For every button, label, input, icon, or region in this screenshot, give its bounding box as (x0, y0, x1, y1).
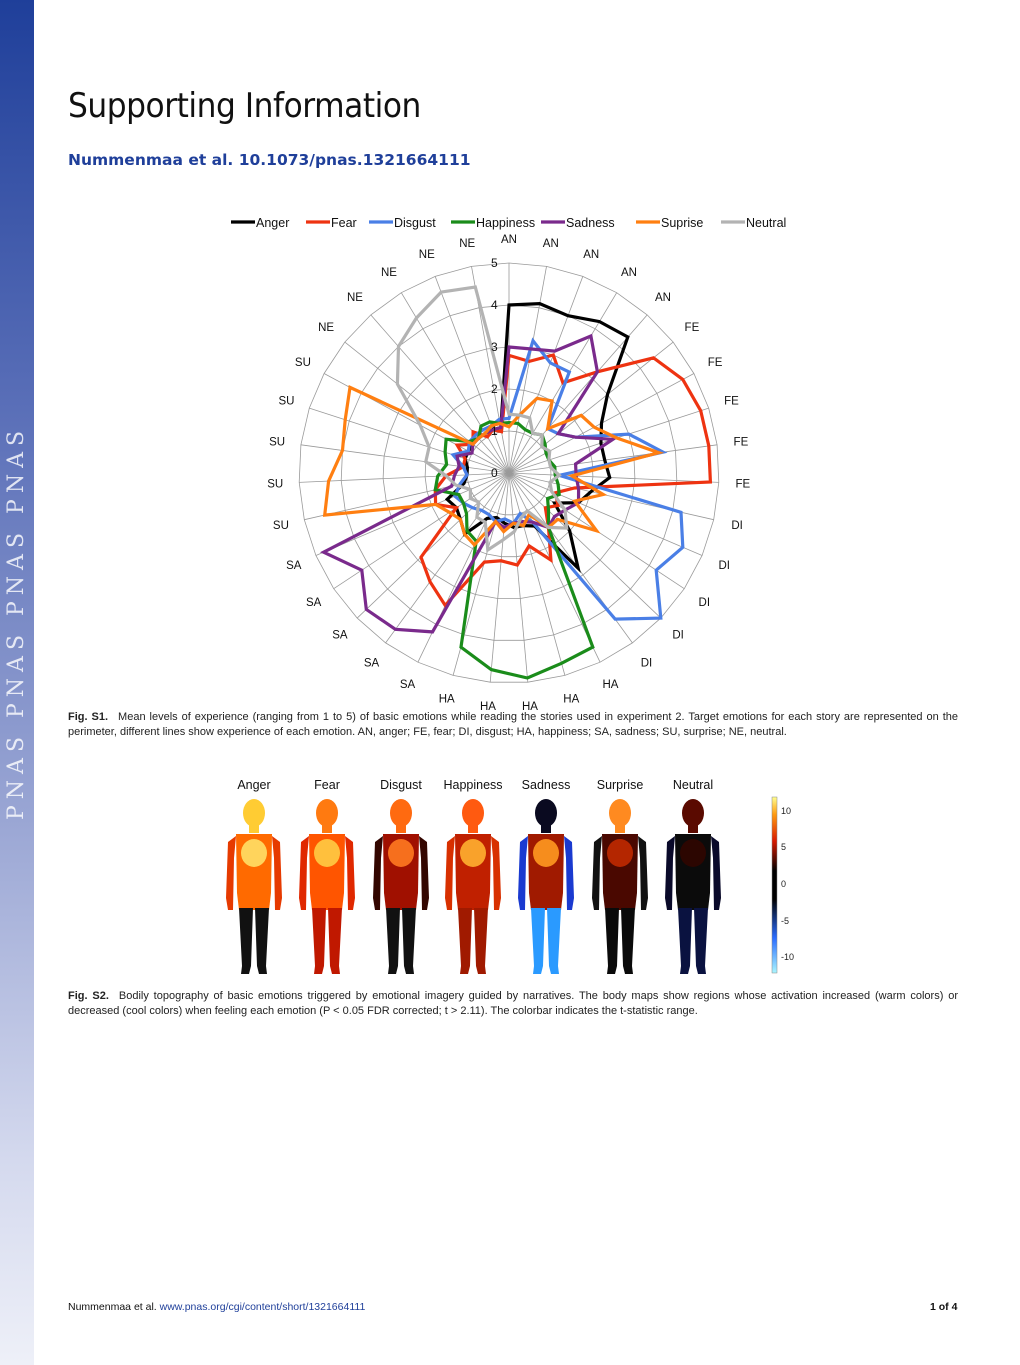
radar-spoke (334, 473, 509, 589)
category-label: SA (363, 657, 380, 670)
legend-label: Anger (256, 216, 290, 230)
figure-s1-text: Mean levels of experience (ranging from 1 to 5) of basic emotions while reading the stories used in experiment 2. Target emotions for each story are represented on the perimeter, different lines show experience of each emotion. AN, anger; FE, fear; DI, disgust; HA, happiness; SA, sadness; SU, surprise; NE, neutral. (68, 711, 958, 738)
body-right-leg (621, 908, 635, 974)
category-label: FE (735, 478, 751, 491)
radar-spoke (509, 473, 719, 482)
body-chest (241, 839, 267, 867)
figure-s2-text: Bodily topography of basic emotions triggered by emotional imagery guided by narratives. The body maps show regions whose activation increased (warm colors) or decreased (cool colors) when feeling each emotion (P < 0.05 FDR corrected; t > 2.11). The colorbar indicates the t-statistic range. (68, 990, 958, 1017)
category-label: NE (459, 237, 476, 250)
category-label: DI (640, 657, 653, 670)
legend-item-sadness (541, 216, 615, 230)
legend-item-disgust (369, 216, 436, 230)
body-right-leg (328, 908, 342, 974)
body-map-happiness (445, 799, 501, 974)
body-head (243, 799, 265, 827)
category-label: SA (399, 678, 416, 691)
body-right-arm (711, 836, 721, 910)
body-right-arm (638, 836, 648, 910)
radar-spoke (490, 473, 509, 682)
category-label: AN (621, 267, 637, 280)
radial-tick-label: 1 (491, 424, 498, 438)
bodymap-label-disgust: Disgust (380, 778, 422, 792)
category-label: HA (563, 693, 580, 706)
page-title: Supporting Information (68, 86, 421, 126)
legend-item-neutral (721, 216, 786, 230)
body-maps (0, 790, 1020, 990)
bodymap-label-surprise: Surprise (596, 778, 644, 792)
category-label: SA (286, 560, 302, 572)
radar-spoke (309, 408, 509, 473)
body-map-sadness (518, 799, 574, 974)
figure-s1-caption (68, 710, 958, 740)
body-right-leg (694, 908, 708, 974)
footer-authors: Nummenmaa et al. (68, 1301, 157, 1313)
figure-s1-label: Fig. S1. (68, 711, 109, 723)
body-head (609, 799, 631, 827)
colorbar-tick-label: 10 (781, 805, 792, 816)
legend-label: Disgust (394, 216, 436, 230)
body-map-anger (226, 799, 282, 974)
legend-item-anger (231, 216, 289, 230)
body-right-leg (474, 908, 488, 974)
body-head (316, 799, 338, 827)
body-left-leg (239, 908, 253, 974)
legend-item-happiness (451, 216, 535, 230)
colorbar-tick-label: 5 (781, 842, 787, 853)
colorbar-tick-label: -5 (781, 915, 790, 926)
body-right-arm (272, 836, 282, 910)
radar-legend (231, 216, 786, 230)
radial-tick-label: 0 (491, 466, 498, 480)
radar-spoke (509, 473, 528, 682)
category-label: AN (655, 291, 671, 304)
figure-s2-caption (68, 989, 958, 1019)
category-label: HA (522, 701, 538, 714)
category-label: DI (698, 596, 711, 609)
body-right-arm (564, 836, 574, 910)
body-left-arm (373, 836, 383, 910)
body-left-arm (592, 836, 602, 910)
legend-label: Neutral (746, 216, 787, 230)
body-right-leg (402, 908, 416, 974)
body-map-neutral (665, 799, 721, 974)
category-label: DI (718, 560, 730, 572)
body-map-fear (299, 799, 355, 974)
bodymap-label-sadness: Sadness (521, 778, 571, 792)
category-label: SA (306, 596, 322, 609)
body-chest (533, 839, 559, 867)
category-label: AN (583, 248, 600, 261)
category-label: SU (269, 436, 286, 449)
body-head (462, 799, 484, 827)
body-chest (680, 839, 706, 867)
footer-link[interactable]: www.pnas.org/cgi/content/short/1321664111 (159, 1301, 366, 1313)
body-chest (314, 839, 340, 867)
body-chest (388, 839, 414, 867)
legend-label: Sadness (566, 216, 615, 230)
page-subtitle: Nummenmaa et al. 10.1073/pnas.1321664111 (68, 151, 471, 169)
body-right-arm (491, 836, 501, 910)
body-left-leg (531, 908, 545, 974)
colorbar (772, 797, 777, 973)
body-left-arm (518, 836, 528, 910)
bodymap-label-happiness: Happiness (443, 778, 503, 792)
radial-tick-label: 2 (491, 382, 498, 396)
category-label: DI (731, 520, 743, 533)
category-label: NE (418, 248, 435, 261)
category-label: NE (381, 267, 397, 280)
category-label: AN (542, 237, 559, 250)
body-right-arm (345, 836, 355, 910)
category-label: HA (602, 678, 619, 691)
body-head (390, 799, 412, 827)
body-head (682, 799, 704, 827)
legend-item-fear (306, 216, 357, 230)
category-label: FE (733, 436, 749, 449)
radial-tick-label: 3 (491, 340, 498, 354)
radial-tick-label: 4 (491, 298, 498, 312)
figure-s2-label: Fig. S2. (68, 990, 109, 1002)
body-right-arm (419, 836, 429, 910)
category-label: AN (501, 234, 517, 246)
category-label: SU (294, 357, 311, 370)
body-map-surprise (592, 799, 648, 974)
category-label: SU (272, 520, 289, 533)
category-label: NE (318, 322, 335, 335)
page-number: 1 of 4 (930, 1301, 958, 1313)
body-left-leg (458, 908, 472, 974)
radar-spoke (509, 473, 714, 520)
category-label: FE (724, 395, 739, 408)
radar-spoke (301, 445, 509, 473)
legend-label: Suprise (661, 216, 704, 230)
body-map-disgust (373, 799, 429, 974)
sidebar-watermark: PNAS PNAS PNAS PNAS (4, 424, 29, 820)
bodymap-label-fear: Fear (314, 778, 340, 792)
legend-label: Happiness (476, 216, 536, 230)
body-chest (460, 839, 486, 867)
bodymap-label-anger: Anger (237, 778, 271, 792)
body-left-leg (678, 908, 692, 974)
footer-citation (68, 1301, 365, 1313)
body-head (535, 799, 557, 827)
body-left-arm (226, 836, 236, 910)
body-left-arm (299, 836, 309, 910)
body-left-arm (445, 836, 455, 910)
radial-tick-label: 5 (491, 256, 498, 270)
category-label: SU (278, 395, 295, 408)
colorbar-tick-label: -10 (781, 952, 795, 963)
category-label: DI (672, 629, 684, 642)
category-label: SA (332, 629, 348, 642)
bodymap-label-neutral: Neutral (672, 778, 714, 792)
legend-item-suprise (636, 216, 703, 230)
body-right-leg (255, 908, 269, 974)
legend-label: Fear (331, 216, 357, 230)
body-left-leg (386, 908, 400, 974)
radar-spoke (509, 445, 717, 473)
category-label: HA (438, 693, 455, 706)
category-label: NE (347, 291, 363, 304)
radar-series (324, 287, 711, 678)
category-label: FE (684, 322, 700, 335)
body-right-leg (547, 908, 561, 974)
category-label: HA (480, 701, 496, 714)
body-chest (607, 839, 633, 867)
category-label: SU (267, 478, 284, 491)
body-left-arm (665, 836, 675, 910)
colorbar-tick-label: 0 (781, 879, 787, 889)
body-left-leg (312, 908, 326, 974)
category-label: FE (707, 357, 723, 370)
body-left-leg (605, 908, 619, 974)
